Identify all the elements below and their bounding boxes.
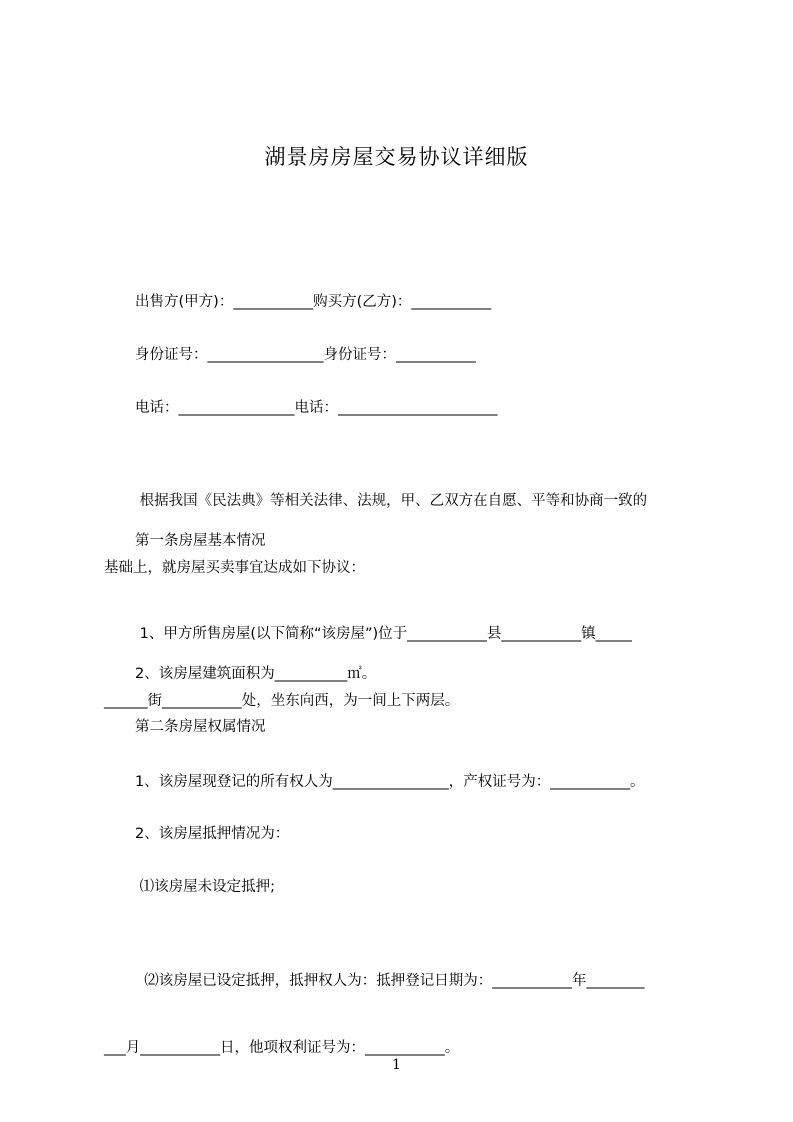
article-2-heading: 第二条房屋权属情况 (135, 719, 266, 735)
id-number-line: 身份证号：________________身份证号：___________ (135, 347, 476, 363)
mortgage-option-1: ⑴该房屋未设定抵押; (135, 879, 275, 895)
document-title: 湖景房房屋交易协议详细版 (264, 145, 529, 169)
article-1-heading: 第一条房屋基本情况 (135, 533, 266, 549)
article-2-item-1: 1、该房屋现登记的所有权人为________________，产权证号为：___________。 (135, 774, 645, 790)
article-1-item-1-line-1: 1、甲方所售房屋(以下简称“该房屋”)位于___________县___________镇_____ (135, 626, 632, 642)
preamble-line-1: 根据我国《民法典》等相关法律、法规，甲、乙双方在自愿、平等和协商一致的 (135, 493, 648, 509)
preamble-line-2: 基础上，就房屋买卖事宜达成如下协议： (104, 560, 365, 576)
preamble-paragraph (104, 451, 704, 598)
article-1-item-1-line-2: ______街___________处，坐东向西，为一间上下两层。 (104, 693, 460, 709)
page-number: 1 (392, 1057, 401, 1073)
mortgage-option-2-line-1: ⑵该房屋已设定抵押，抵押权人为：抵押登记日期为：___________年________ (135, 973, 645, 989)
article-1-item-1 (104, 584, 704, 731)
seller-buyer-line: 出售方(甲方)：___________购买方(乙方)：___________ (135, 294, 492, 310)
phone-line: 电话：________________电话：______________________ (135, 400, 498, 416)
article-2-item-2: 2、该房屋抵押情况为： (135, 826, 290, 842)
article-1-item-2: 2、该房屋建筑面积为__________㎡。 (135, 666, 377, 682)
mortgage-option-2-line-2: ___月___________日，他项权利证号为：___________。 (104, 1040, 460, 1056)
